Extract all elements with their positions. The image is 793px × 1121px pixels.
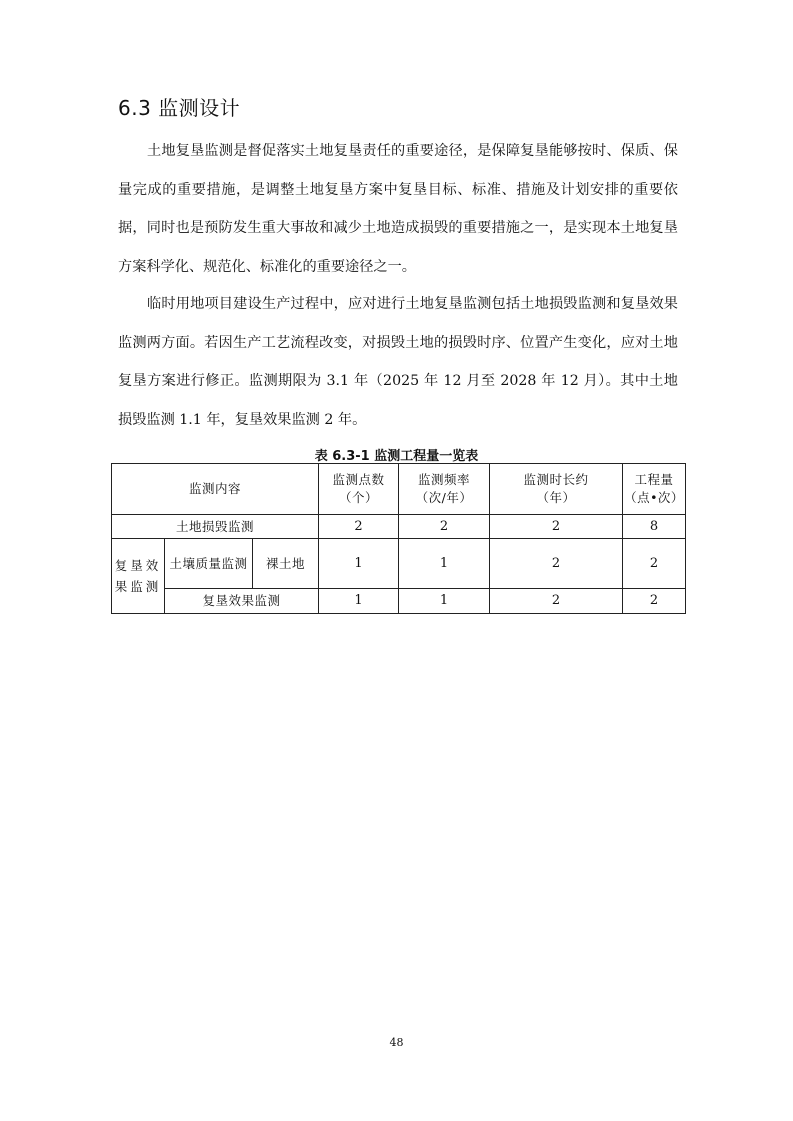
cell-soil-freq: 1 [399,539,490,589]
section-heading: 6.3 监测设计 [118,96,241,120]
header-freq-line2: （次/年） [415,490,473,505]
header-points-line1: 监测点数 [332,472,385,487]
table-row-effect [112,589,686,614]
cell-effect-label: 复垦效果监测 [165,589,319,614]
page-number: 48 [389,1036,404,1049]
table-row-soil [112,539,686,589]
header-duration-line2: （年） [536,490,576,505]
header-monitoring-content: 监测内容 [112,464,319,515]
header-monitoring-points [319,464,399,515]
cell-effect-quantity: 2 [623,589,686,614]
paragraph-monitoring-scope: 临时用地项目建设生产过程中，应对进行土地复垦监测包括土地损毁监测和复垦效果监测两方面。若因生产工艺流程改变，对损毁土地的损毁时序、位置产生变化，应对土地复垦方案进行修正。监测期限为 3.1 年（2025 年 12 月至 2028 年 12 月）。其中土地损毁监测 1.1 年，复垦效果监测 2 年。 [118,296,678,428]
monitoring-quantity-table [111,463,686,614]
cell-effect-points: 1 [319,589,399,614]
header-duration-line1: 监测时长约 [523,472,589,487]
cell-group-label: 复垦效果监测 [112,539,165,614]
paragraph-monitoring-purpose: 土地复垦监测是督促落实土地复垦责任的重要途径，是保障复垦能够按时、保质、保量完成的重要措施，是调整土地复垦方案中复垦目标、标准、措施及计划安排的重要依据，同时也是预防发生重大事故和减少土地造成损毁的重要措施之一，是实现本土地复垦方案科学化、规范化、标准化的重要途径之一。 [118,143,678,275]
cell-damage-duration: 2 [490,515,623,539]
cell-damage-points: 2 [319,515,399,539]
cell-effect-duration: 2 [490,589,623,614]
cell-soil-sublabel: 裸土地 [253,539,319,589]
cell-damage-quantity: 8 [623,515,686,539]
cell-soil-duration: 2 [490,539,623,589]
cell-damage-label: 土地损毁监测 [112,515,319,539]
header-quantity [623,464,686,515]
cell-damage-freq: 2 [399,515,490,539]
cell-soil-quantity: 2 [623,539,686,589]
table-caption: 表 6.3-1 监测工程量一览表 [314,449,479,464]
cell-effect-freq: 1 [399,589,490,614]
header-monitoring-duration [490,464,623,515]
header-quantity-line1: 工程量 [634,472,674,487]
header-freq-line1: 监测频率 [417,472,470,487]
header-monitoring-frequency [399,464,490,515]
table-row-damage [112,515,686,539]
header-quantity-line2: （点•次） [624,490,684,505]
cell-soil-points: 1 [319,539,399,589]
header-points-line2: （个） [338,490,378,505]
cell-soil-label: 土壤质量监测 [165,539,253,589]
table-header-row [112,464,686,515]
